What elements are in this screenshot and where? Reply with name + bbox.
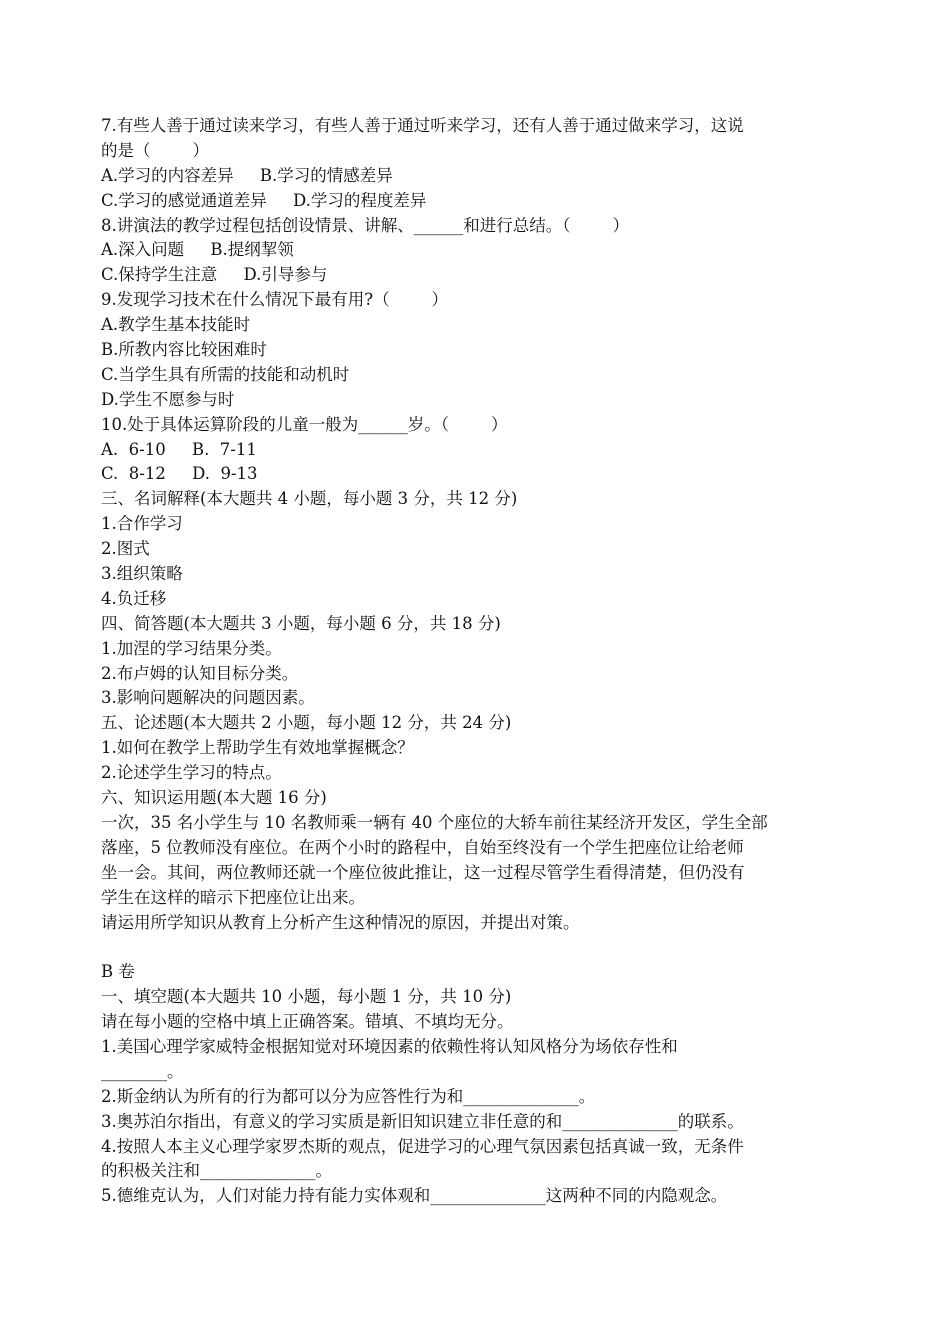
question-10	[101, 413, 853, 488]
exam-page	[101, 114, 853, 1209]
option-line: A. 6-10 B. 7-11	[101, 439, 257, 459]
option-line: C.当学生具有所需的技能和动机时	[101, 364, 350, 384]
section-heading: 三、名词解释(本大题共 4 小题，每小题 3 分，共 12 分)	[101, 489, 518, 509]
option-line: C. 8-12 D. 9-13	[101, 464, 258, 484]
question-stem: 的是（ ）	[101, 140, 209, 160]
option-line: A.深入问题 B.提纲挈领	[101, 240, 294, 260]
list-item: 1.加涅的学习结果分类。	[101, 638, 282, 658]
fill-question: 的积极关注和______________。	[101, 1161, 332, 1181]
blank-line	[101, 935, 853, 960]
list-item: 2.图式	[101, 539, 150, 559]
list-item: 3.影响问题解决的问题因素。	[101, 688, 315, 708]
fill-question: 2.斯金纳认为所有的行为都可以分为应答性行为和______________。	[101, 1086, 596, 1106]
question-stem: 8.讲演法的教学过程包括创设情景、讲解、______和进行总结。（ ）	[101, 215, 629, 235]
list-item: 1.合作学习	[101, 514, 183, 534]
section-heading: 一、填空题(本大题共 10 小题，每小题 1 分，共 10 分)	[101, 987, 512, 1007]
option-line: B.所教内容比较困难时	[101, 340, 267, 360]
fill-question: 1.美国心理学家威特金根据知觉对环境因素的依赖性将认知风格分为场依存性和	[101, 1036, 678, 1056]
fill-question: 4.按照人本主义心理学家罗杰斯的观点，促进学习的心理气氛因素包括真诚一致，无条件	[101, 1136, 744, 1156]
section-heading: 五、论述题(本大题共 2 小题，每小题 12 分，共 24 分)	[101, 713, 512, 733]
list-item: 2.布卢姆的认知目标分类。	[101, 663, 299, 683]
section-heading: 四、简答题(本大题共 3 小题，每小题 6 分，共 18 分)	[101, 613, 501, 633]
question-stem: 7.有些人善于通过读来学习，有些人善于通过听来学习，还有人善于通过做来学习，这说	[101, 116, 744, 135]
option-line: D.学生不愿参与时	[101, 389, 235, 409]
section-application	[101, 786, 853, 935]
section-short-answer	[101, 612, 853, 712]
list-item: 1.如何在教学上帮助学生有效地掌握概念？	[101, 738, 414, 758]
option-line: C.学习的感觉通道差异 D.学习的程度差异	[101, 190, 427, 210]
option-line: A.学习的内容差异 B.学习的情感差异	[101, 165, 393, 185]
question-8	[101, 214, 853, 289]
case-text-line: 学生在这样的暗示下把座位让出来。	[101, 887, 365, 907]
list-item: 4.负迁移	[101, 588, 167, 608]
fill-question: 5.德维克认为，人们对能力持有能力实体观和______________这两种不同的内隐观念。	[101, 1186, 728, 1206]
option-line: C.保持学生注意 D.引导参与	[101, 265, 328, 285]
option-line: A.教学生基本技能时	[101, 315, 251, 335]
fill-question: 3.奥苏泊尔指出，有意义的学习实质是新旧知识建立非任意的和______________的联系。	[101, 1111, 744, 1131]
section-terms	[101, 487, 853, 611]
part-b	[101, 960, 853, 1209]
list-item: 2.论述学生学习的特点。	[101, 763, 282, 783]
list-item: 3.组织策略	[101, 564, 183, 584]
case-text-line: 一次，35 名小学生与 10 名教师乘一辆有 40 个座位的大轿车前往某经济开发区，学生全部	[101, 812, 768, 832]
question-7	[101, 114, 853, 214]
instruction-text: 请在每小题的空格中填上正确答案。错填、不填均无分。	[101, 1012, 514, 1032]
part-title: B 卷	[101, 962, 135, 982]
fill-question: ________。	[101, 1061, 184, 1081]
section-heading: 六、知识运用题(本大题 16 分)	[101, 788, 327, 808]
question-stem: 9.发现学习技术在什么情况下最有用?（ ）	[101, 290, 449, 310]
case-text-line: 落座，5 位教师没有座位。在两个小时的路程中，自始至终没有一个学生把座位让给老师	[101, 837, 744, 857]
question-9	[101, 288, 853, 412]
question-stem: 10.处于具体运算阶段的儿童一般为______岁。（ ）	[101, 414, 508, 434]
case-text-line: 坐一会。其间，两位教师还就一个座位彼此推让，这一过程尽管学生看得清楚，但仍没有	[101, 862, 745, 882]
section-essay	[101, 711, 853, 786]
task-text: 请运用所学知识从教育上分析产生这种情况的原因，并提出对策。	[101, 912, 580, 932]
